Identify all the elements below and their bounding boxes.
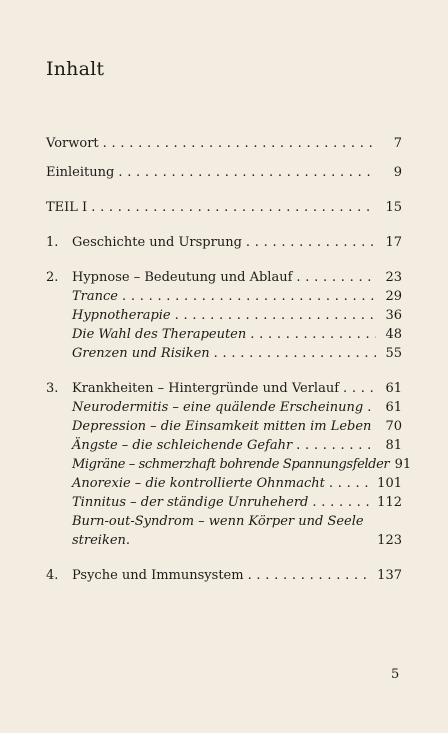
dot-leader: [367, 398, 376, 417]
toc-label: Vorwort: [46, 136, 99, 151]
toc-label: Anorexie – die kontrollierte Ohnmacht: [72, 476, 325, 491]
toc-label: streiken.: [72, 533, 131, 548]
toc-label: Burn-out-Syndrom – wenn Körper und Seele: [72, 514, 364, 529]
toc-page-number: 123: [377, 533, 402, 548]
toc-page-number: 15: [385, 200, 402, 215]
toc-entry-vorwort: [46, 134, 402, 153]
toc-subentry-depression: [46, 417, 402, 436]
dot-leader: [118, 163, 376, 182]
toc-page-number: 91: [394, 457, 412, 472]
dot-leader: [246, 233, 376, 252]
toc-page-number: 48: [385, 327, 402, 342]
toc-label: Einleitung: [46, 165, 115, 180]
toc-label: Migräne – schmerzhaft bohrende Spannungsfelder: [72, 457, 390, 472]
toc-subentry-trance: [46, 287, 402, 306]
toc-subentry-therapeut: [46, 325, 402, 344]
chapter-number: 4.: [46, 568, 59, 583]
toc-entry-einleitung: [46, 163, 402, 182]
dot-leader: [343, 379, 376, 398]
toc-page-number: 61: [385, 381, 402, 396]
toc-label: Grenzen und Risiken: [72, 346, 210, 361]
toc-label: Tinnitus – der ständige Unruheherd: [72, 495, 309, 510]
dot-leader: [312, 493, 373, 512]
toc-entry-chapter-3: [46, 379, 402, 398]
toc-page-number: 7: [393, 136, 402, 151]
toc-label: Ängste – die schleichende Gefahr: [72, 438, 293, 453]
dot-leader: [214, 344, 376, 363]
toc-page-number: 36: [385, 308, 402, 323]
toc-label: Hypnotherapie: [72, 308, 171, 323]
dot-leader: [250, 325, 376, 344]
dot-leader: [103, 134, 376, 153]
toc-page-number: 55: [385, 346, 402, 361]
toc-label: Depression – die Einsamkeit mitten im Leben: [72, 419, 372, 434]
toc-page-number: 23: [385, 270, 402, 285]
page-title: Inhalt: [46, 58, 105, 80]
toc-subentry-aengste: [46, 436, 402, 455]
toc-page-number: 61: [385, 400, 402, 415]
toc-entry-chapter-2: [46, 268, 402, 287]
toc-label: Neurodermitis – eine quälende Erscheinung: [72, 400, 364, 415]
toc-label: Trance: [72, 289, 118, 304]
toc-page-number: 112: [377, 495, 402, 510]
chapter-number: 1.: [46, 235, 59, 250]
dot-leader: [329, 474, 373, 493]
dot-leader: [248, 566, 374, 585]
dot-leader: [175, 306, 376, 325]
toc-label: Krankheiten – Hintergründe und Verlauf: [72, 381, 340, 396]
dot-leader: [122, 287, 376, 306]
toc-entry-chapter-4: [46, 566, 402, 585]
chapter-number: 3.: [46, 381, 59, 396]
toc-page-number: 137: [377, 568, 402, 583]
page-number: 5: [391, 667, 400, 682]
toc-page-number: 29: [385, 289, 402, 304]
chapter-number: 2.: [46, 270, 59, 285]
dot-leader: [296, 436, 376, 455]
toc-subentry-hypnotherapie: [46, 306, 402, 325]
toc-entry-teil-1: [46, 198, 402, 217]
toc-subentry-burnout-cont: [46, 531, 402, 550]
toc-page-number: 101: [377, 476, 402, 491]
toc-subentry-anorexie: [46, 474, 402, 493]
toc-subentry-grenzen: [46, 344, 402, 363]
toc-label: TEIL I: [46, 200, 88, 215]
toc-subentry-tinnitus: [46, 493, 402, 512]
toc-entry-chapter-1: [46, 233, 402, 252]
toc-page-number: 81: [385, 438, 402, 453]
toc-subentry-burnout: [46, 512, 402, 531]
dot-leader: [296, 268, 376, 287]
toc-page-number: 17: [385, 235, 402, 250]
toc-page-number: 70: [385, 419, 402, 434]
dot-leader: [91, 198, 376, 217]
toc-page-number: 9: [393, 165, 402, 180]
toc-subentry-migraene: [46, 455, 412, 474]
toc-label: Hypnose – Bedeutung und Ablauf: [72, 270, 293, 285]
toc-subentry-neurodermitis: [46, 398, 402, 417]
toc-label: Psyche und Immunsystem: [72, 568, 244, 583]
toc-label: Geschichte und Ursprung: [72, 235, 242, 250]
toc-label: Die Wahl des Therapeuten: [72, 327, 247, 342]
table-of-contents: [46, 134, 412, 585]
